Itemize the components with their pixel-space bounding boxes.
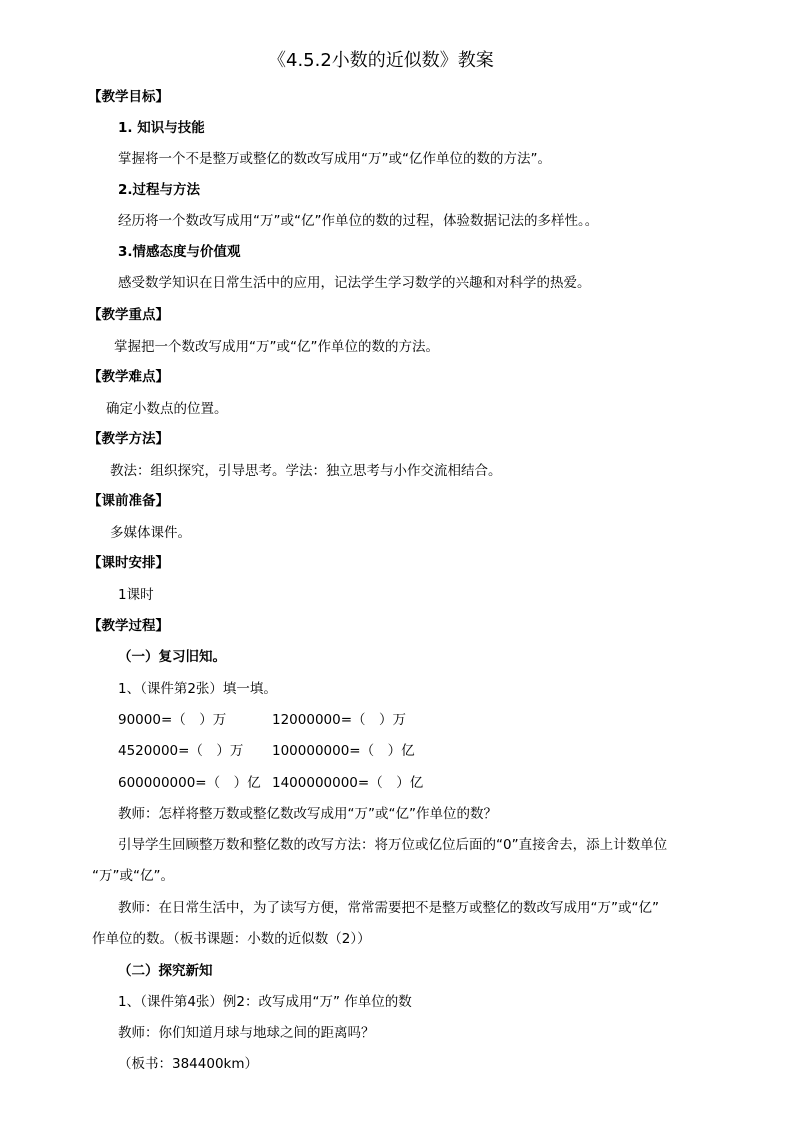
document-title: 《4.5.2小数的近似数》教案 xyxy=(268,50,494,71)
heading-method: 【教学方法】 xyxy=(88,431,169,447)
teacher-question-2: 教师：你们知道月球与地球之间的距离吗？ xyxy=(118,1025,375,1041)
heading-process: 【教学过程】 xyxy=(88,618,169,634)
subheading-explore: （二）探究新知 xyxy=(118,963,213,979)
board-note: （板书：384400km） xyxy=(118,1056,259,1072)
goal-text-3: 感受数学知识在日常生活中的应用，记法学生学习数学的兴趣和对科学的热爱。 xyxy=(118,275,591,291)
goal-text-2: 经历将一个数改写成用“万”或“亿”作单位的数的过程，体验数据记法的多样性。。 xyxy=(118,213,599,229)
teacher-statement-line-2: 作单位的数。（板书课题：小数的近似数（2）） xyxy=(92,931,371,947)
teacher-statement-line-1: 教师：在日常生活中，为了读写方便，常常需要把不是整万或整亿的数改写成用“万”或“亿” xyxy=(118,900,659,916)
heading-preparation: 【课前准备】 xyxy=(88,493,169,509)
teacher-question-1: 教师：怎样将整万数或整亿数改写成用“万”或“亿”作单位的数？ xyxy=(118,806,497,822)
schedule-text: 1课时 xyxy=(118,587,154,603)
method-text: 教法：组织探究，引导思考。学法：独立思考与小作交流相结合。 xyxy=(110,463,502,479)
exercise-cell: 600000000=（ ）亿 xyxy=(118,775,261,791)
guide-text-line-2: “万”或“亿”。 xyxy=(92,868,174,884)
exercise-cell: 1400000000=（ ）亿 xyxy=(272,775,424,791)
subheading-review: （一）复习旧知。 xyxy=(118,649,226,665)
review-item-1: 1、（课件第2张）填一填。 xyxy=(118,681,277,697)
exercise-cell: 12000000=（ ）万 xyxy=(272,712,407,728)
subheading-process: 2.过程与方法 xyxy=(118,182,201,198)
key-points-text: 掌握把一个数改写成用“万”或“亿”作单位的数的方法。 xyxy=(114,339,439,355)
heading-key-points: 【教学重点】 xyxy=(88,307,169,323)
exercise-cell: 90000=（ ）万 xyxy=(118,712,227,728)
explore-item-1: 1、（课件第4张）例2：改写成用“万” 作单位的数 xyxy=(118,994,412,1010)
goal-text-1: 掌握将一个不是整万或整亿的数改写成用“万”或“亿作单位的数的方法”。 xyxy=(118,151,551,167)
guide-text-line-1: 引导学生回顾整万数和整亿数的改写方法：将万位或亿位后面的“0”直接舍去，添上计数单位 xyxy=(118,837,668,853)
heading-goals: 【教学目标】 xyxy=(88,89,169,105)
difficulty-text: 确定小数点的位置。 xyxy=(106,401,228,417)
exercise-cell: 100000000=（ ）亿 xyxy=(272,743,415,759)
heading-schedule: 【课时安排】 xyxy=(88,555,169,571)
exercise-cell: 4520000=（ ）万 xyxy=(118,743,244,759)
subheading-knowledge: 1. 知识与技能 xyxy=(118,120,205,136)
subheading-attitude: 3.情感态度与价值观 xyxy=(118,244,241,260)
heading-difficulty: 【教学难点】 xyxy=(88,369,169,385)
preparation-text: 多媒体课件。 xyxy=(110,525,191,541)
